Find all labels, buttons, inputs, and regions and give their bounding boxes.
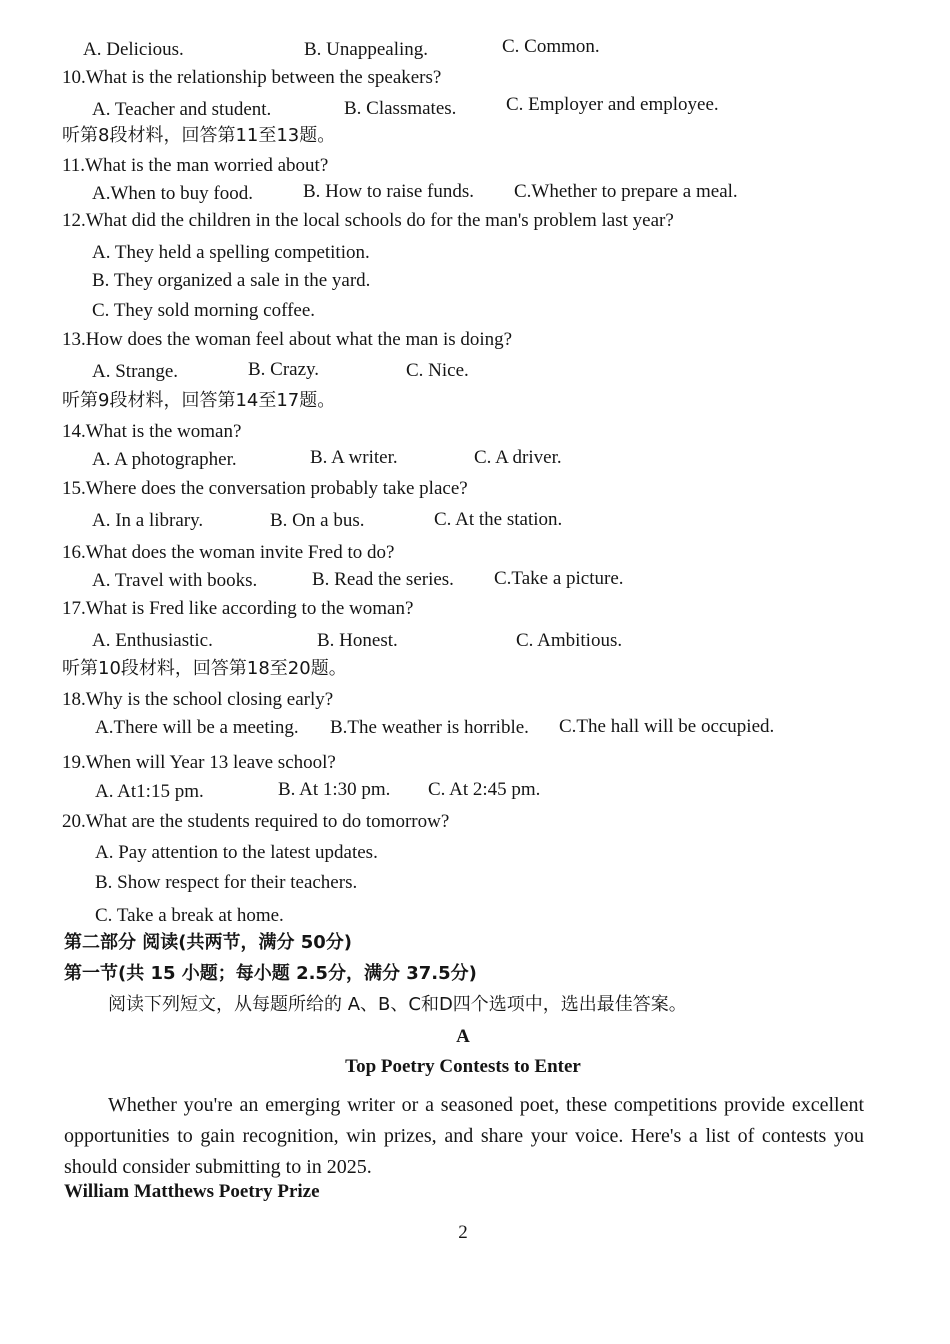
passage-intro: Whether you're an emerging writer or a seasoned poet, these competitions provide excellent opportunities to gain recognition, win prizes, and share your voice. Here's a list of contests you should consider submitting to in 2025. — [64, 1094, 864, 1178]
q20-stem: 20.What are the students required to do tomorrow? — [62, 811, 450, 832]
q12-option-a: A. They held a spelling competition. — [92, 242, 370, 263]
q11-option-c: C.Whether to prepare a meal. — [514, 181, 738, 202]
q10-option-a: A. Teacher and student. — [92, 99, 272, 120]
q14-option-c: C. A driver. — [474, 447, 562, 468]
q12-option-c: C. They sold morning coffee. — [92, 300, 316, 321]
section-10-instruction: 听第10段材料，回答第18至20题。 — [62, 658, 347, 679]
q19-stem: 19.When will Year 13 leave school? — [62, 752, 336, 773]
q13-option-c: C. Nice. — [406, 360, 469, 381]
q10-stem: 10.What is the relationship between the speakers? — [62, 67, 442, 88]
q14-option-b: B. A writer. — [310, 447, 398, 468]
q11-stem: 11.What is the man worried about? — [62, 155, 329, 176]
q19-option-b: B. At 1:30 pm. — [278, 779, 391, 800]
q19-option-a: A. At1:15 pm. — [95, 781, 204, 802]
q10-option-b: B. Classmates. — [344, 98, 457, 119]
q17-option-b: B. Honest. — [317, 630, 398, 651]
q12-option-b: B. They organized a sale in the yard. — [92, 270, 371, 291]
q13-option-a: A. Strange. — [92, 361, 179, 382]
q15-stem: 15.Where does the conversation probably take place? — [62, 478, 468, 499]
q16-stem: 16.What does the woman invite Fred to do? — [62, 542, 395, 563]
q16-option-a: A. Travel with books. — [92, 570, 258, 591]
page-number: 2 — [458, 1222, 468, 1243]
q11-option-a: A.When to buy food. — [92, 183, 253, 204]
q16-option-c: C.Take a picture. — [494, 568, 624, 589]
contest-subheading: William Matthews Poetry Prize — [64, 1181, 320, 1202]
part-2-heading: 第二部分 阅读(共两节，满分 50分) — [64, 932, 353, 953]
q20-option-c: C. Take a break at home. — [95, 905, 284, 926]
q17-stem: 17.What is Fred like according to the woman? — [62, 598, 414, 619]
q14-stem: 14.What is the woman? — [62, 421, 242, 442]
q20-option-a: A. Pay attention to the latest updates. — [95, 842, 378, 863]
q10-option-c: C. Employer and employee. — [506, 94, 719, 115]
q20-option-b: B. Show respect for their teachers. — [95, 872, 358, 893]
reading-instructions: 阅读下列短文，从每题所给的 A、B、C和D四个选项中，选出最佳答案。 — [108, 994, 687, 1015]
q17-option-c: C. Ambitious. — [516, 630, 623, 651]
q18-option-c: C.The hall will be occupied. — [559, 716, 775, 737]
q12-stem: 12.What did the children in the local schools do for the man's problem last year? — [62, 210, 674, 231]
q9-option-a: A. Delicious. — [83, 39, 184, 60]
q9-option-c: C. Common. — [502, 36, 600, 57]
q15-option-b: B. On a bus. — [270, 510, 365, 531]
q11-option-b: B. How to raise funds. — [303, 181, 474, 202]
q15-option-a: A. In a library. — [92, 510, 204, 531]
passage-title: Top Poetry Contests to Enter — [345, 1056, 581, 1077]
q18-option-b: B.The weather is horrible. — [330, 717, 529, 738]
passage-letter: A — [456, 1026, 470, 1047]
q19-option-c: C. At 2:45 pm. — [428, 779, 541, 800]
q13-stem: 13.How does the woman feel about what the man is doing? — [62, 329, 513, 350]
section-1-heading: 第一节(共 15 小题；每小题 2.5分，满分 37.5分) — [64, 963, 477, 984]
section-9-instruction: 听第9段材料，回答第14至17题。 — [62, 390, 336, 411]
q9-option-b: B. Unappealing. — [304, 39, 429, 60]
q13-option-b: B. Crazy. — [248, 359, 320, 380]
q16-option-b: B. Read the series. — [312, 569, 454, 590]
section-8-instruction: 听第8段材料，回答第11至13题。 — [62, 125, 336, 146]
q17-option-a: A. Enthusiastic. — [92, 630, 213, 651]
q18-option-a: A.There will be a meeting. — [95, 717, 299, 738]
q15-option-c: C. At the station. — [434, 509, 563, 530]
q18-stem: 18.Why is the school closing early? — [62, 689, 334, 710]
q14-option-a: A. A photographer. — [92, 449, 237, 470]
